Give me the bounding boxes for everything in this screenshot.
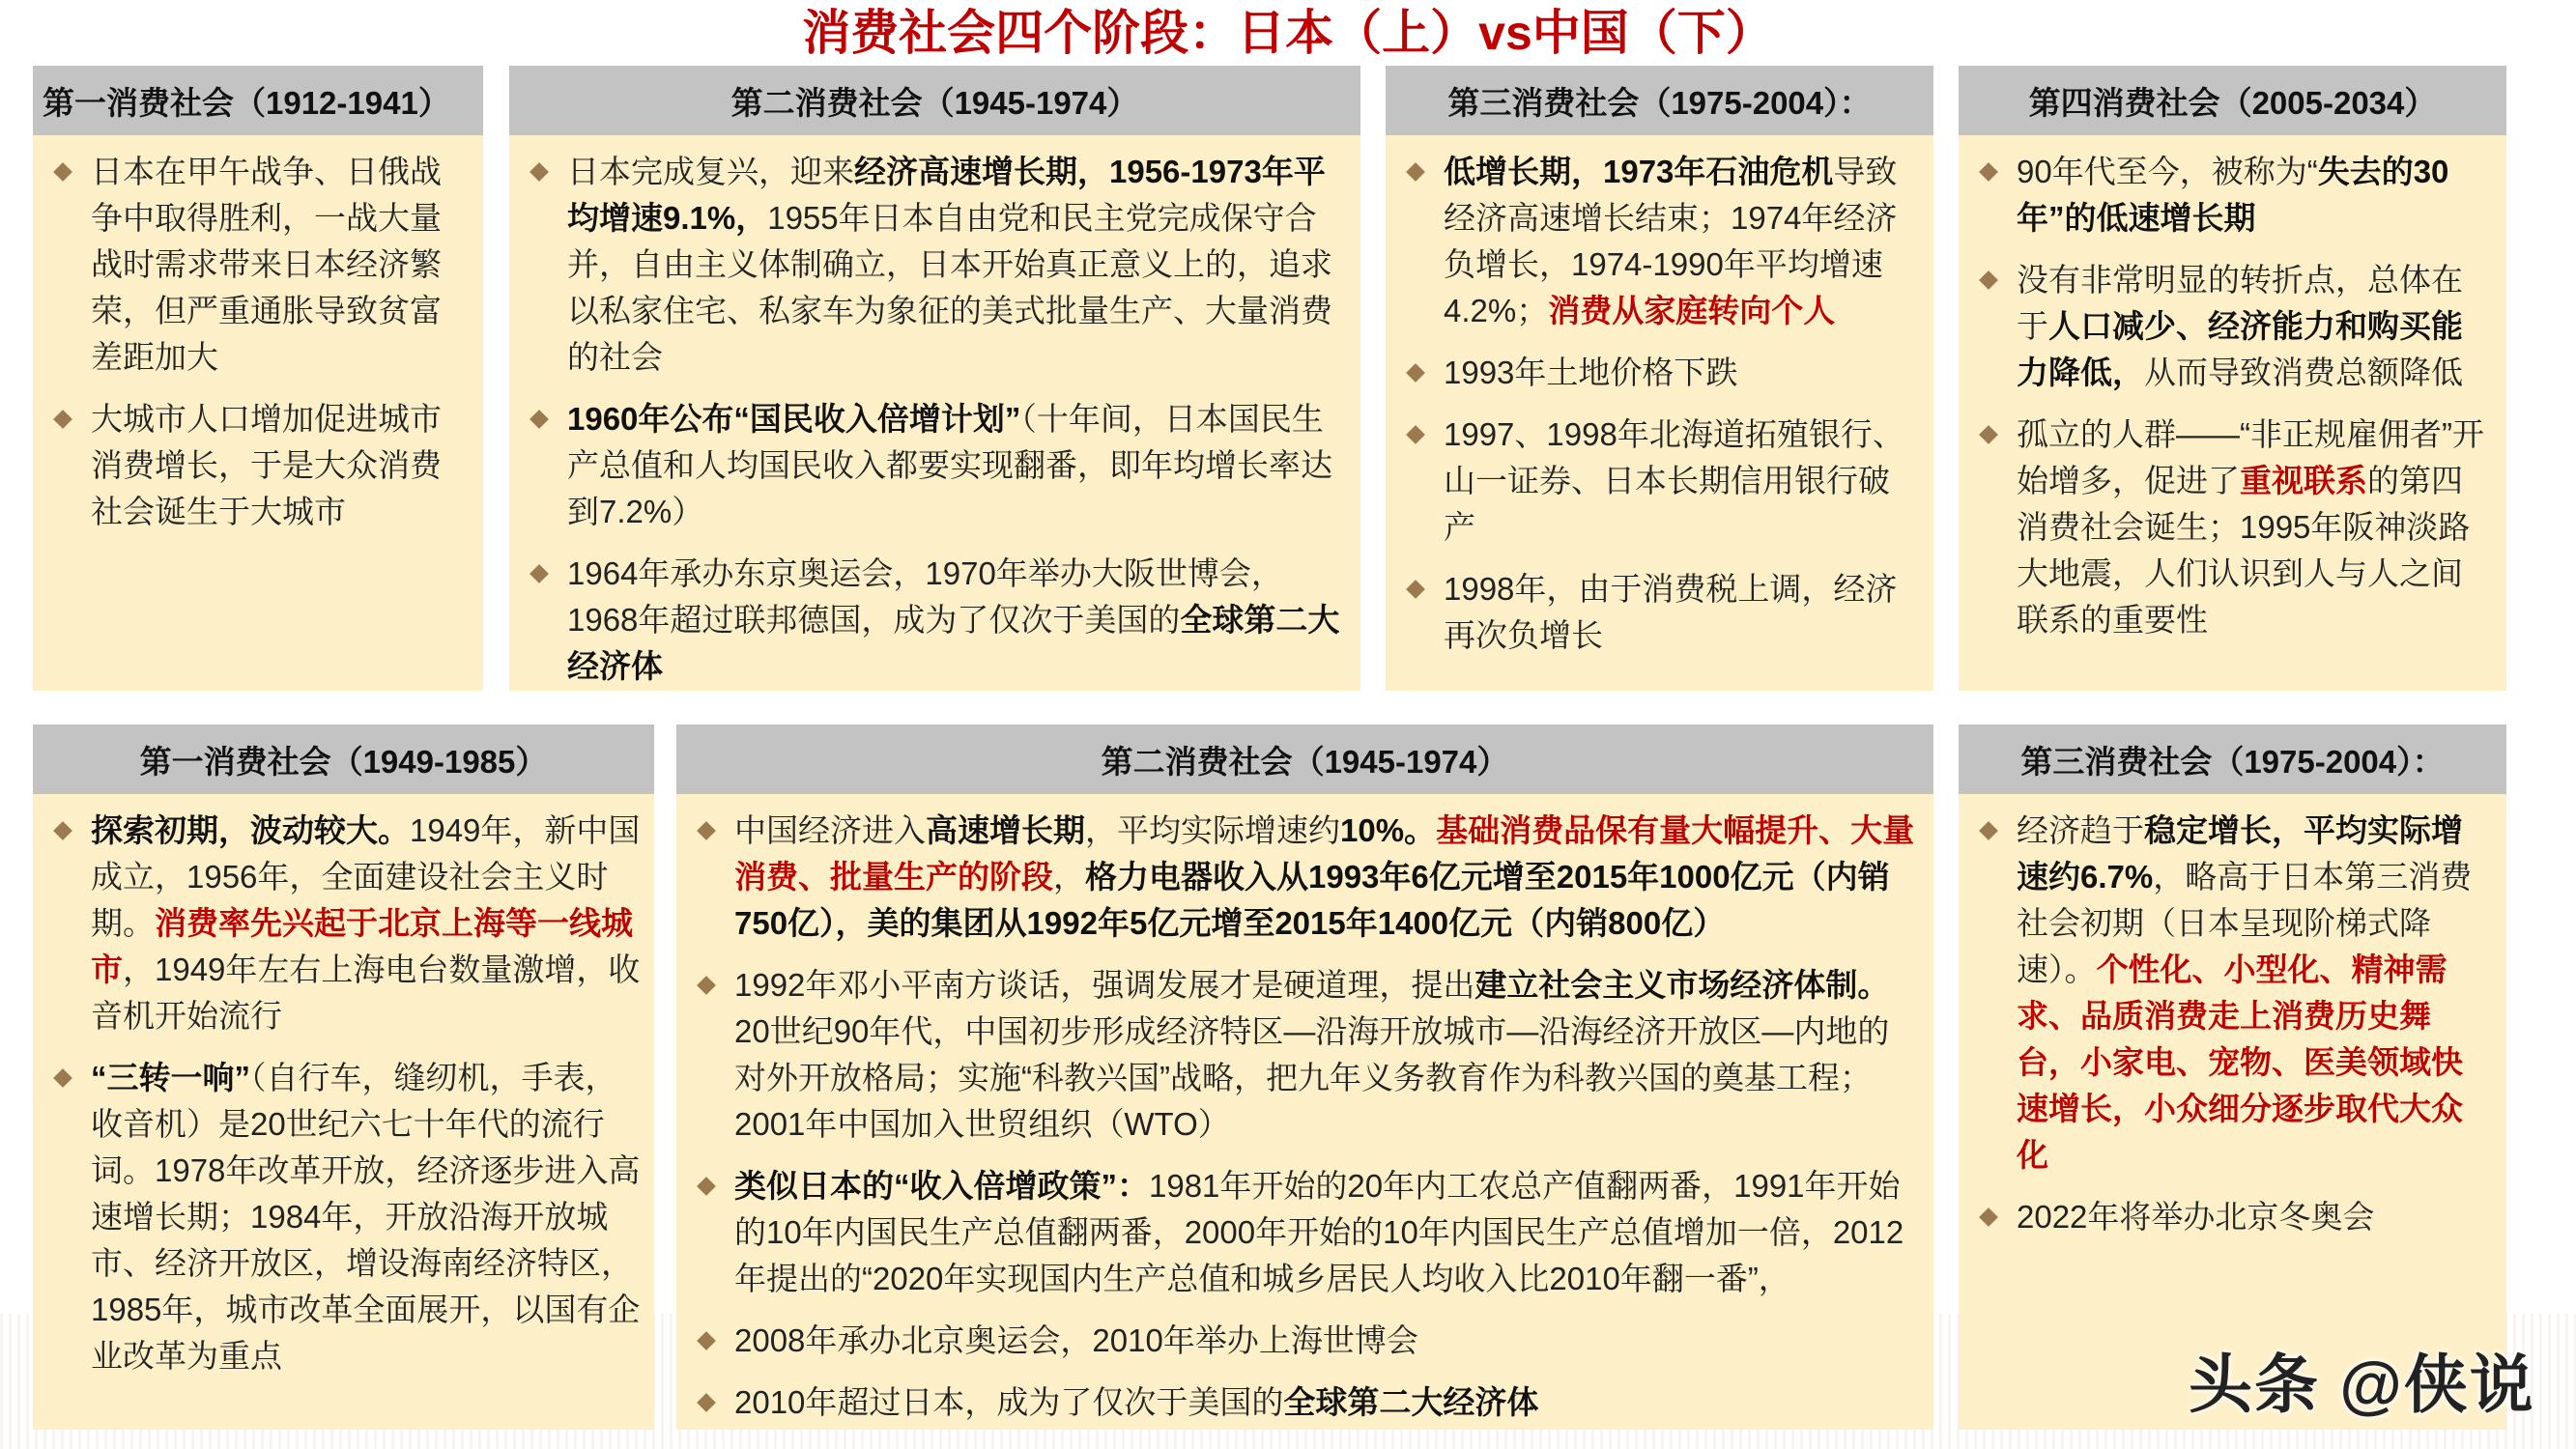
diamond-bullet-icon xyxy=(530,162,549,182)
diamond-bullet-icon xyxy=(697,1331,716,1350)
highlight-text: 消费率先兴起于北京上海等一线城市 xyxy=(91,905,633,987)
bold-text: 10%。 xyxy=(1340,812,1437,848)
bold-text: “三转一响” xyxy=(91,1060,250,1095)
diamond-bullet-icon xyxy=(697,1393,716,1412)
bullet-list xyxy=(509,135,1360,690)
bullet-item xyxy=(696,962,1920,1148)
japan-stage-2-panel xyxy=(509,66,1360,691)
body-text: ，1949年左右上海电台数量激增，收音机开始流行 xyxy=(91,952,641,1034)
bullet-list xyxy=(676,794,1933,1426)
bullet-item xyxy=(1978,808,2493,1179)
bullet-list xyxy=(33,794,654,1379)
bold-text: 全球第二大经济体 xyxy=(567,602,1340,684)
bold-text: 高速增长期 xyxy=(926,812,1085,848)
body-text: 日本完成复兴，迎来 xyxy=(567,154,854,189)
diamond-bullet-icon xyxy=(1979,1208,1998,1227)
body-text: 1955年日本自由党和民主党完成保守合并，自由主义体制确立，日本开始真正意义上的，追求以私家住宅、私家车为象征的美式批量生产、大量消费的社会 xyxy=(567,200,1332,375)
body-text: 2022年将举办北京冬奥会 xyxy=(2017,1199,2375,1235)
body-text: 的第四消费社会诞生；1995年阪神淡路大地震，人们认识到人与人之间联系的重要性 xyxy=(2017,463,2471,638)
bullet-item xyxy=(696,808,1920,947)
bullet-item xyxy=(1405,350,1920,396)
bullet-item xyxy=(696,1163,1920,1302)
diamond-bullet-icon xyxy=(1979,821,1998,840)
highlight-text: 基础消费品保有量大幅提升、大量消费、批量生产的阶段 xyxy=(734,812,1915,895)
body-text: ，略高于日本第三消费社会初期（日本呈现阶梯式降速）。 xyxy=(2017,859,2473,987)
diamond-bullet-icon xyxy=(1979,162,1998,182)
body-text: （自行车，缝纫机，手表，收音机）是20世纪六七十年代的流行词。1978年改革开放，经济逐步进入高速增长期；1984年，开放沿海开放城市、经济开放区，增设海南经济特区，1985年，城市改革全面展开，以国有企业改革为重点 xyxy=(91,1060,641,1374)
bold-text: 类似日本的“收入倍增政策”： xyxy=(734,1168,1149,1204)
diamond-bullet-icon xyxy=(697,1177,716,1196)
bullet-item xyxy=(696,1318,1920,1364)
bold-text: 稳定增长，平均实际增速约6.7% xyxy=(2017,812,2463,895)
diamond-bullet-icon xyxy=(1406,425,1425,444)
bullet-item xyxy=(52,1055,641,1379)
body-text: 中国经济进入 xyxy=(734,812,926,848)
diamond-bullet-icon xyxy=(53,1068,72,1088)
body-text: ， xyxy=(1053,859,1085,895)
body-text: 1998年，由于消费税上调，经济再次负增长 xyxy=(1444,571,1898,653)
diamond-bullet-icon xyxy=(530,564,549,583)
diamond-bullet-icon xyxy=(1406,363,1425,383)
diamond-bullet-icon xyxy=(1406,162,1425,182)
diamond-bullet-icon xyxy=(1406,580,1425,599)
body-text: 1949年，新中国成立，1956年，全面建设社会主义时期。 xyxy=(91,812,641,941)
highlight-text: 消费从家庭转向个人 xyxy=(1548,293,1836,328)
bold-text: 全球第二大经济体 xyxy=(1283,1384,1539,1420)
panel-header: 第三消费社会（1975-2004）： xyxy=(1959,724,2506,794)
bullet-item xyxy=(1978,1194,2493,1240)
body-text: 1981年开始的20年内工农总产值翻两番，1991年开始的10年内国民生产总值翻两番，2000年开始的10年内国民生产总值增加一倍，2012年提出的“2020年实现国内生产总值和城乡居民人均收入比2010年翻一番”， xyxy=(734,1168,1904,1296)
body-text: 日本在甲午战争、日俄战争中取得胜利，一战大量战时需求带来日本经济繁荣，但严重通胀导致贫富差距加大 xyxy=(91,154,442,375)
diamond-bullet-icon xyxy=(530,410,549,429)
bullet-list xyxy=(1959,135,2506,643)
china-stage-1-panel xyxy=(33,724,654,1430)
bold-text: 探索初期，波动较大。 xyxy=(91,812,410,848)
panel-header: 第二消费社会（1945-1974） xyxy=(676,724,1933,794)
bullet-item xyxy=(1978,412,2493,643)
bullet-item xyxy=(52,396,470,535)
body-text: 2010年超过日本，成为了仅次于美国的 xyxy=(734,1384,1284,1420)
body-text: 20世纪90年代，中国初步形成经济特区—沿海开放城市—沿海经济开放区—内地的对外开放格局；实施“科教兴国”战略，把九年义务教育作为科教兴国的奠基工程；2001年中国加入世贸组织（WTO） xyxy=(734,1013,1890,1142)
panel-header: 第四消费社会（2005-2034） xyxy=(1959,66,2506,135)
bullet-item xyxy=(529,551,1347,690)
body-text: ，平均实际增速约 xyxy=(1085,812,1340,848)
bold-text: 格力电器收入从1993年6亿元增至2015年1000亿元（内销750亿），美的集团从1992年5亿元增至2015年1400亿元（内销800亿） xyxy=(734,859,1890,941)
diamond-bullet-icon xyxy=(697,821,716,840)
body-text: 经济趋于 xyxy=(2017,812,2144,848)
bullet-item xyxy=(52,149,470,381)
bullet-list xyxy=(33,135,483,535)
japan-stage-4-panel xyxy=(1959,66,2506,691)
diamond-bullet-icon xyxy=(1979,425,1998,444)
panel-header: 第一消费社会（1912-1941） xyxy=(33,66,483,135)
diamond-bullet-icon xyxy=(697,976,716,995)
diamond-bullet-icon xyxy=(53,162,72,182)
page-title: 消费社会四个阶段：日本（上）vs中国（下） xyxy=(802,6,1774,60)
bullet-item xyxy=(1978,149,2493,242)
bold-text: 低增长期，1973年石油危机 xyxy=(1444,154,1834,189)
bullet-item xyxy=(696,1379,1920,1426)
body-text: 1992年邓小平南方谈话，强调发展才是硬道理，提出 xyxy=(734,967,1475,1003)
bullet-item xyxy=(1978,257,2493,396)
diamond-bullet-icon xyxy=(1979,270,1998,290)
body-text: 1993年土地价格下跌 xyxy=(1444,355,1738,390)
bold-text: 经济高速增长期，1956-1973年平均增速9.1%， xyxy=(567,154,1326,236)
body-text: 大城市人口增加促进城市消费增长，于是大众消费社会诞生于大城市 xyxy=(91,401,442,529)
bullet-list xyxy=(1959,794,2506,1240)
bullet-item xyxy=(1405,412,1920,551)
body-text: 导致经济高速增长结束；1974年经济负增长，1974-1990年平均增速4.2%； xyxy=(1444,154,1898,328)
bullet-item xyxy=(1405,566,1920,659)
bold-text: 失去的30年”的低速增长期 xyxy=(2017,154,2449,236)
panel-header: 第一消费社会（1949-1985） xyxy=(33,724,654,794)
bold-text: 建立社会主义市场经济体制。 xyxy=(1474,967,1890,1003)
bullet-item xyxy=(529,149,1347,381)
bullet-item xyxy=(52,808,641,1039)
highlight-text: 个性化、小型化、精神需求、品质消费走上消费历史舞台，小家电、宠物、医美领域快速增长，小众细分逐步取代大众化 xyxy=(2017,952,2463,1173)
bullet-item xyxy=(1405,149,1920,334)
japan-stage-3-panel xyxy=(1386,66,1933,691)
body-text: 1964年承办东京奥运会，1970年举办大阪世博会，1968年超过联邦德国，成为了仅次于美国的 xyxy=(567,555,1283,638)
bold-text: 1960年公布“国民收入倍增计划” xyxy=(567,401,1021,437)
body-text: 2008年承办北京奥运会，2010年举办上海世博会 xyxy=(734,1322,1418,1358)
japan-stage-1-panel xyxy=(33,66,483,691)
diamond-bullet-icon xyxy=(53,821,72,840)
body-text: 90年代至今，被称为“ xyxy=(2017,154,2318,189)
body-text: （十年间，日本国民生产总值和人均国民收入都要实现翻番，即年均增长率达到7.2%） xyxy=(567,401,1332,529)
bullet-item xyxy=(529,396,1347,535)
watermark: 头条 @侠说 xyxy=(2189,1349,2535,1420)
panel-header: 第三消费社会（1975-2004）： xyxy=(1386,66,1933,135)
body-text: 从而导致消费总额降低 xyxy=(2144,355,2463,390)
body-text: 1997、1998年北海道拓殖银行、山一证券、日本长期信用银行破产 xyxy=(1444,416,1904,545)
body-text: 没有非常明显的转折点，总体在于 xyxy=(2017,262,2463,344)
china-stage-3-panel xyxy=(1959,724,2506,1430)
highlight-text: 重视联系 xyxy=(2240,463,2367,498)
china-stage-2-panel xyxy=(676,724,1933,1430)
panel-header: 第二消费社会（1945-1974） xyxy=(509,66,1360,135)
diamond-bullet-icon xyxy=(53,410,72,429)
body-text: 孤立的人群——“非正规雇佣者”开始增多，促进了 xyxy=(2017,416,2484,498)
bullet-list xyxy=(1386,135,1933,659)
bold-text: 人口减少、经济能力和购买能力降低， xyxy=(2017,308,2463,390)
